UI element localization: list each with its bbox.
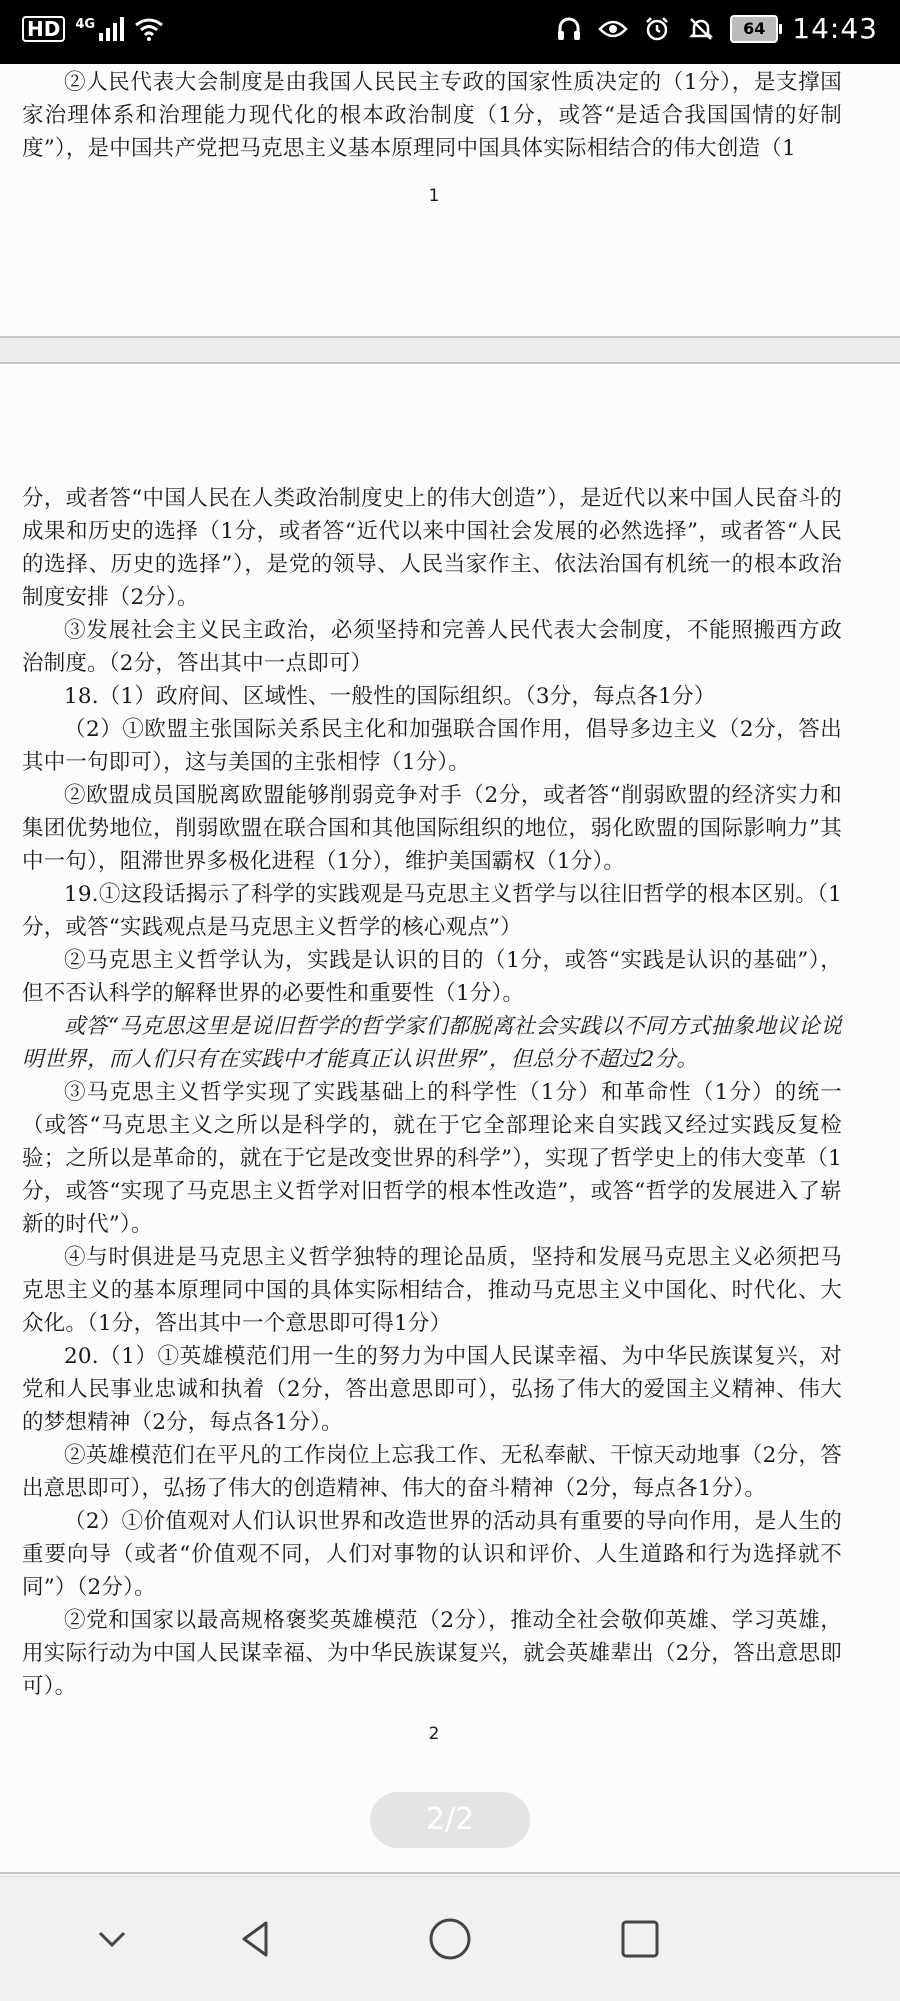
signal-icon <box>99 17 124 41</box>
page-number: 1 <box>428 186 440 206</box>
alarm-icon <box>642 14 672 44</box>
navigation-bar <box>0 1876 900 2001</box>
page-indicator: 2/2 <box>370 1792 530 1848</box>
clock: 14:43 <box>792 12 878 45</box>
home-icon[interactable] <box>420 1909 480 1969</box>
paragraph: 19.①这段话揭示了科学的实践观是马克思主义哲学与以往旧哲学的根本区别。（1分，或答“实践观点是马克思主义哲学的核心观点”） <box>22 882 842 940</box>
paragraph: 分，或者答“中国人民在人类政治制度史上的伟大创造”），是近代以来中国人民奋斗的成果和历史的选择（1分，或者答“近代以来中国社会发展的必然选择”，或者答“人民的选择、历史的选择”），是党的领导、人民当家作主、依法治国有机统一的根本政治制度安排（2分）。 <box>22 486 842 610</box>
page-number: 2 <box>428 1724 440 1744</box>
mute-icon <box>686 14 716 44</box>
paragraph: ②英雄模范们在平凡的工作岗位上忘我工作、无私奉献、干惊天动地事（2分，答出意思即可），弘扬了伟大的创造精神、伟大的奋斗精神（2分，每点各1分）。 <box>22 1443 842 1501</box>
document-page-2[interactable] <box>0 362 900 1874</box>
paragraph: ②马克思主义哲学认为，实践是认识的目的（1分，或答“实践是认识的基础”），但不否认科学的解释世界的必要性和重要性（1分）。 <box>22 948 842 1006</box>
battery-icon: 64 <box>730 15 778 43</box>
paragraph: 或答“马克思这里是说旧哲学的哲学家们都脱离社会实践以不同方式抽象地议论说明世界，而人们只有在实践中才能真正认识世界”，但总分不超过2分。 <box>22 1014 842 1072</box>
page-gap <box>0 338 900 362</box>
collapse-chevron-icon[interactable] <box>82 1909 142 1969</box>
paragraph: ②党和国家以最高规格褒奖英雄模范（2分），推动全社会敬仰英雄、学习英雄，用实际行动为中国人民谋幸福、为中华民族谋复兴，就会英雄辈出（2分，答出意思即可）。 <box>22 1608 842 1699</box>
paragraph: ③马克思主义哲学实现了实践基础上的科学性（1分）和革命性（1分）的统一（或答“马克思主义之所以是科学的，就在于它全部理论来自实践又经过实践反复检验；之所以是革命的，就在于它是改变世界的科学”），实现了哲学史上的伟大变革（1分，或答“实现了马克思主义哲学对旧哲学的根本性改造”，或答“哲学的发展进入了崭新的时代”）。 <box>22 1080 842 1237</box>
paragraph: 18.（1）政府间、区域性、一般性的国际组织。（3分，每点各1分） <box>64 684 716 709</box>
document-page-1[interactable] <box>0 64 900 338</box>
paragraph: 20.（1）①英雄模范们用一生的努力为中国人民谋幸福、为中华民族谋复兴，对党和人民事业忠诚和执着（2分，答出意思即可），弘扬了伟大的爱国主义精神、伟大的梦想精神（2分，每点各1分）。 <box>22 1344 842 1435</box>
page-2-text <box>22 482 842 1703</box>
wifi-icon <box>134 14 164 44</box>
paragraph: ②欧盟成员国脱离欧盟能够削弱竞争对手（2分，或者答“削弱欧盟的经济实力和集团优势地位，削弱欧盟在联合国和其他国际组织的地位，弱化欧盟的国际影响力”其中一句），阻滞世界多极化进程（1分），维护美国霸权（1分）。 <box>22 783 842 874</box>
paragraph: ③发展社会主义民主政治，必须坚持和完善人民代表大会制度，不能照搬西方政治制度。（2分，答出其中一点即可） <box>22 618 842 676</box>
back-icon[interactable] <box>226 1909 286 1969</box>
paragraph: ④与时俱进是马克思主义哲学独特的理论品质，坚持和发展马克思主义必须把马克思主义的基本原理同中国的具体实际相结合，推动马克思主义中国化、时代化、大众化。（1分，答出其中一个意思即可得1分） <box>22 1245 842 1336</box>
paragraph: （2）①欧盟主张国际关系民主化和加强联合国作用，倡导多边主义（2分，答出其中一句即可），这与美国的主张相悖（1分）。 <box>22 717 842 775</box>
paragraph: （2）①价值观对人们认识世界和改造世界的活动具有重要的导向作用，是人生的重要向导（或者“价值观不同，人们对事物的认识和评价、人生道路和行为选择就不同”）（2分）。 <box>22 1509 842 1600</box>
network-type: 4G <box>75 16 96 32</box>
status-bar <box>0 0 900 64</box>
page-1-text <box>22 66 842 165</box>
hd-badge: HD <box>22 16 65 42</box>
headphones-icon <box>554 14 584 44</box>
eye-icon <box>598 14 628 44</box>
recents-icon[interactable] <box>610 1909 670 1969</box>
paragraph: ②人民代表大会制度是由我国人民民主专政的国家性质决定的（1分），是支撑国家治理体系和治理能力现代化的根本政治制度（1分，或答“是适合我国国情的好制度”），是中国共产党把马克思主义基本原理同中国具体实际相结合的伟大创造（1 <box>22 70 842 161</box>
